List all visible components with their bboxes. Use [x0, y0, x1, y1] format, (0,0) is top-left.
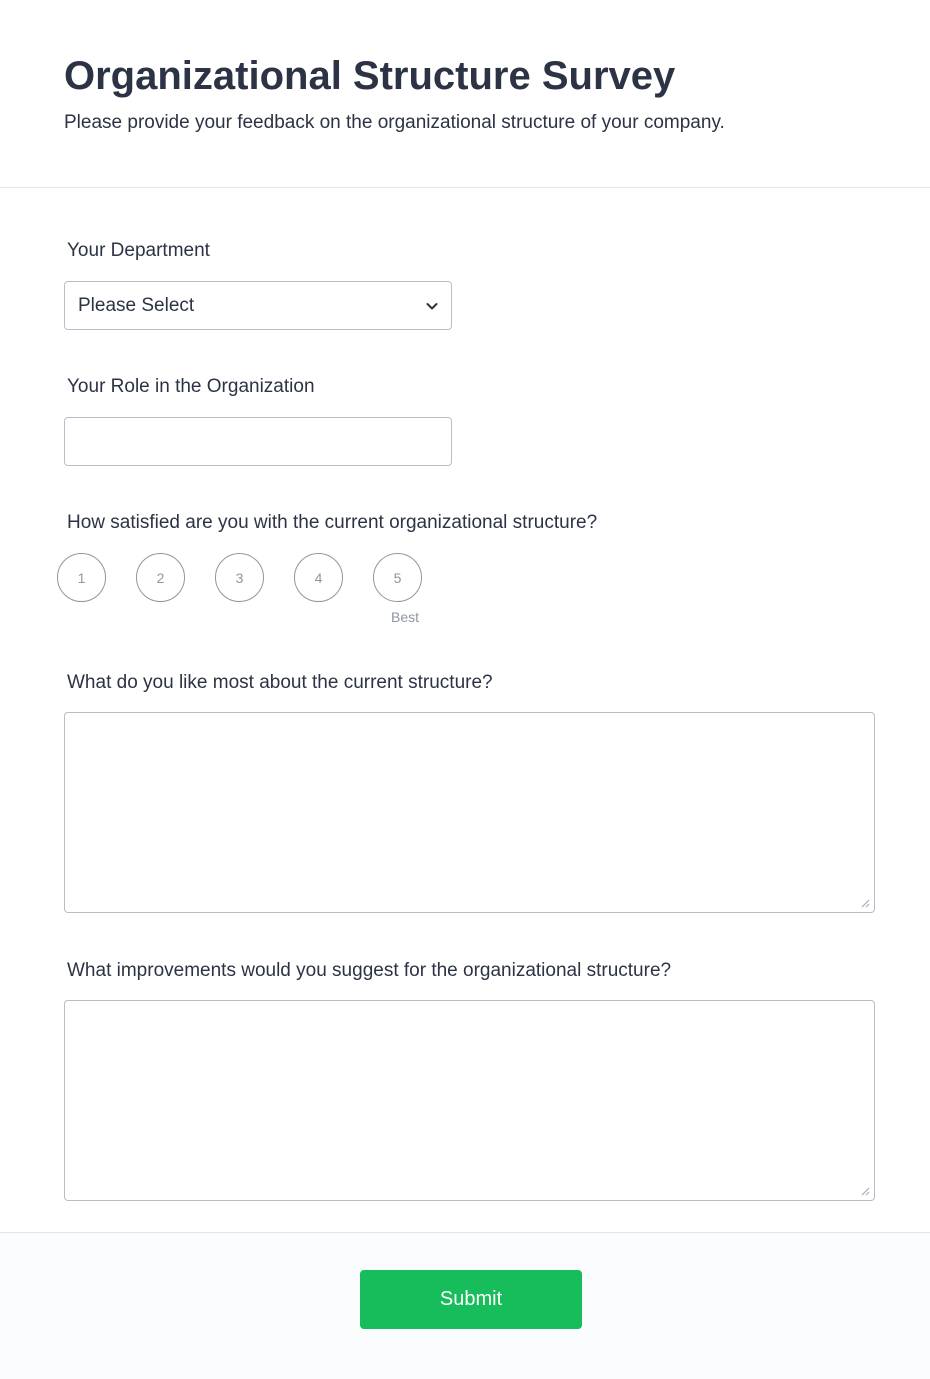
chevron-down-icon [425, 299, 439, 313]
page-title: Organizational Structure Survey [64, 54, 676, 98]
department-select-value: Please Select [78, 295, 195, 316]
role-label: Your Role in the Organization [67, 376, 315, 397]
department-label: Your Department [67, 240, 210, 261]
rating-option-3[interactable]: 3 [215, 553, 264, 602]
page-subtitle: Please provide your feedback on the organizational structure of your company. [64, 112, 725, 133]
form-header [0, 0, 930, 188]
rating-max-caption: Best [391, 609, 420, 625]
likes-label: What do you like most about the current structure? [67, 672, 493, 693]
improvements-textarea-box [64, 1000, 875, 1201]
likes-textarea[interactable] [65, 713, 874, 912]
rating-option-2[interactable]: 2 [136, 553, 185, 602]
rating-option-1[interactable]: 1 [57, 553, 106, 602]
role-input[interactable] [64, 417, 452, 466]
submit-button[interactable]: Submit [360, 1270, 582, 1329]
improvements-textarea[interactable] [65, 1001, 874, 1200]
likes-textarea-box [64, 712, 875, 913]
satisfaction-label: How satisfied are you with the current organizational structure? [67, 512, 598, 533]
resize-grip-icon[interactable] [860, 898, 870, 908]
improvements-label: What improvements would you suggest for the organizational structure? [67, 960, 672, 981]
department-select[interactable] [64, 281, 452, 330]
rating-option-4[interactable]: 4 [294, 553, 343, 602]
rating-option-5[interactable]: 5 [373, 553, 422, 602]
resize-grip-icon[interactable] [860, 1186, 870, 1196]
